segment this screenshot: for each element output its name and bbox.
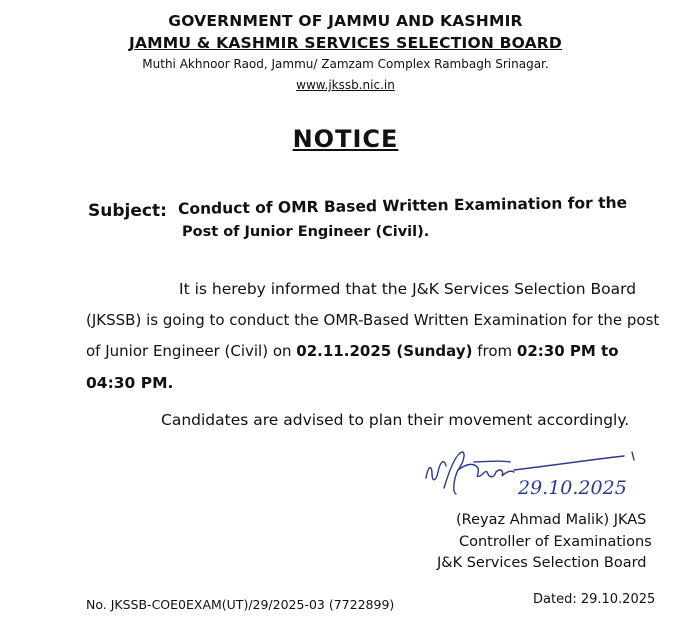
body-line-1: It is hereby informed that the J&K Services Selection Board bbox=[179, 280, 637, 298]
website-link[interactable]: www.jkssb.nic.in bbox=[296, 78, 395, 92]
issue-date: Dated: 29.10.2025 bbox=[533, 592, 656, 607]
board-heading: JAMMU & KASHMIR SERVICES SELECTION BOARD bbox=[129, 34, 562, 52]
advice-line: Candidates are advised to plan their movement accordingly. bbox=[161, 411, 630, 429]
body-line-4 bbox=[86, 374, 173, 392]
subject-line-2: Post of Junior Engineer (Civil). bbox=[182, 224, 430, 240]
exam-time-start: 02:30 PM to bbox=[516, 342, 619, 360]
signatory-organization: J&K Services Selection Board bbox=[437, 555, 647, 571]
body-line-2: (JKSSB) is going to conduct the OMR-Based Written Examination for the post bbox=[86, 311, 660, 329]
exam-time-end: 04:30 PM. bbox=[86, 374, 174, 392]
signature-date: 29.10.2025 bbox=[518, 477, 627, 499]
body-line-3-prefix: of Junior Engineer (Civil) on bbox=[86, 342, 297, 360]
subject-label: Subject: bbox=[88, 201, 167, 221]
handwritten-signature bbox=[418, 448, 658, 512]
body-line-3-mid: from bbox=[472, 342, 517, 360]
body-line-3 bbox=[86, 342, 619, 360]
board-address: Muthi Akhnoor Raod, Jammu/ Zamzam Complex Rambagh Srinagar. bbox=[142, 57, 549, 71]
reference-number: No. JKSSB-COE0EXAM(UT)/29/2025-03 (7722899) bbox=[86, 597, 395, 612]
notice-title: NOTICE bbox=[292, 125, 399, 153]
signatory-name: (Reyaz Ahmad Malik) JKAS bbox=[456, 512, 647, 528]
exam-date: 02.11.2025 (Sunday) bbox=[296, 342, 473, 360]
subject-line-1: Conduct of OMR Based Written Examination for the bbox=[177, 193, 628, 218]
government-heading: GOVERNMENT OF JAMMU AND KASHMIR bbox=[168, 12, 523, 30]
signatory-designation: Controller of Examinations bbox=[459, 534, 652, 550]
